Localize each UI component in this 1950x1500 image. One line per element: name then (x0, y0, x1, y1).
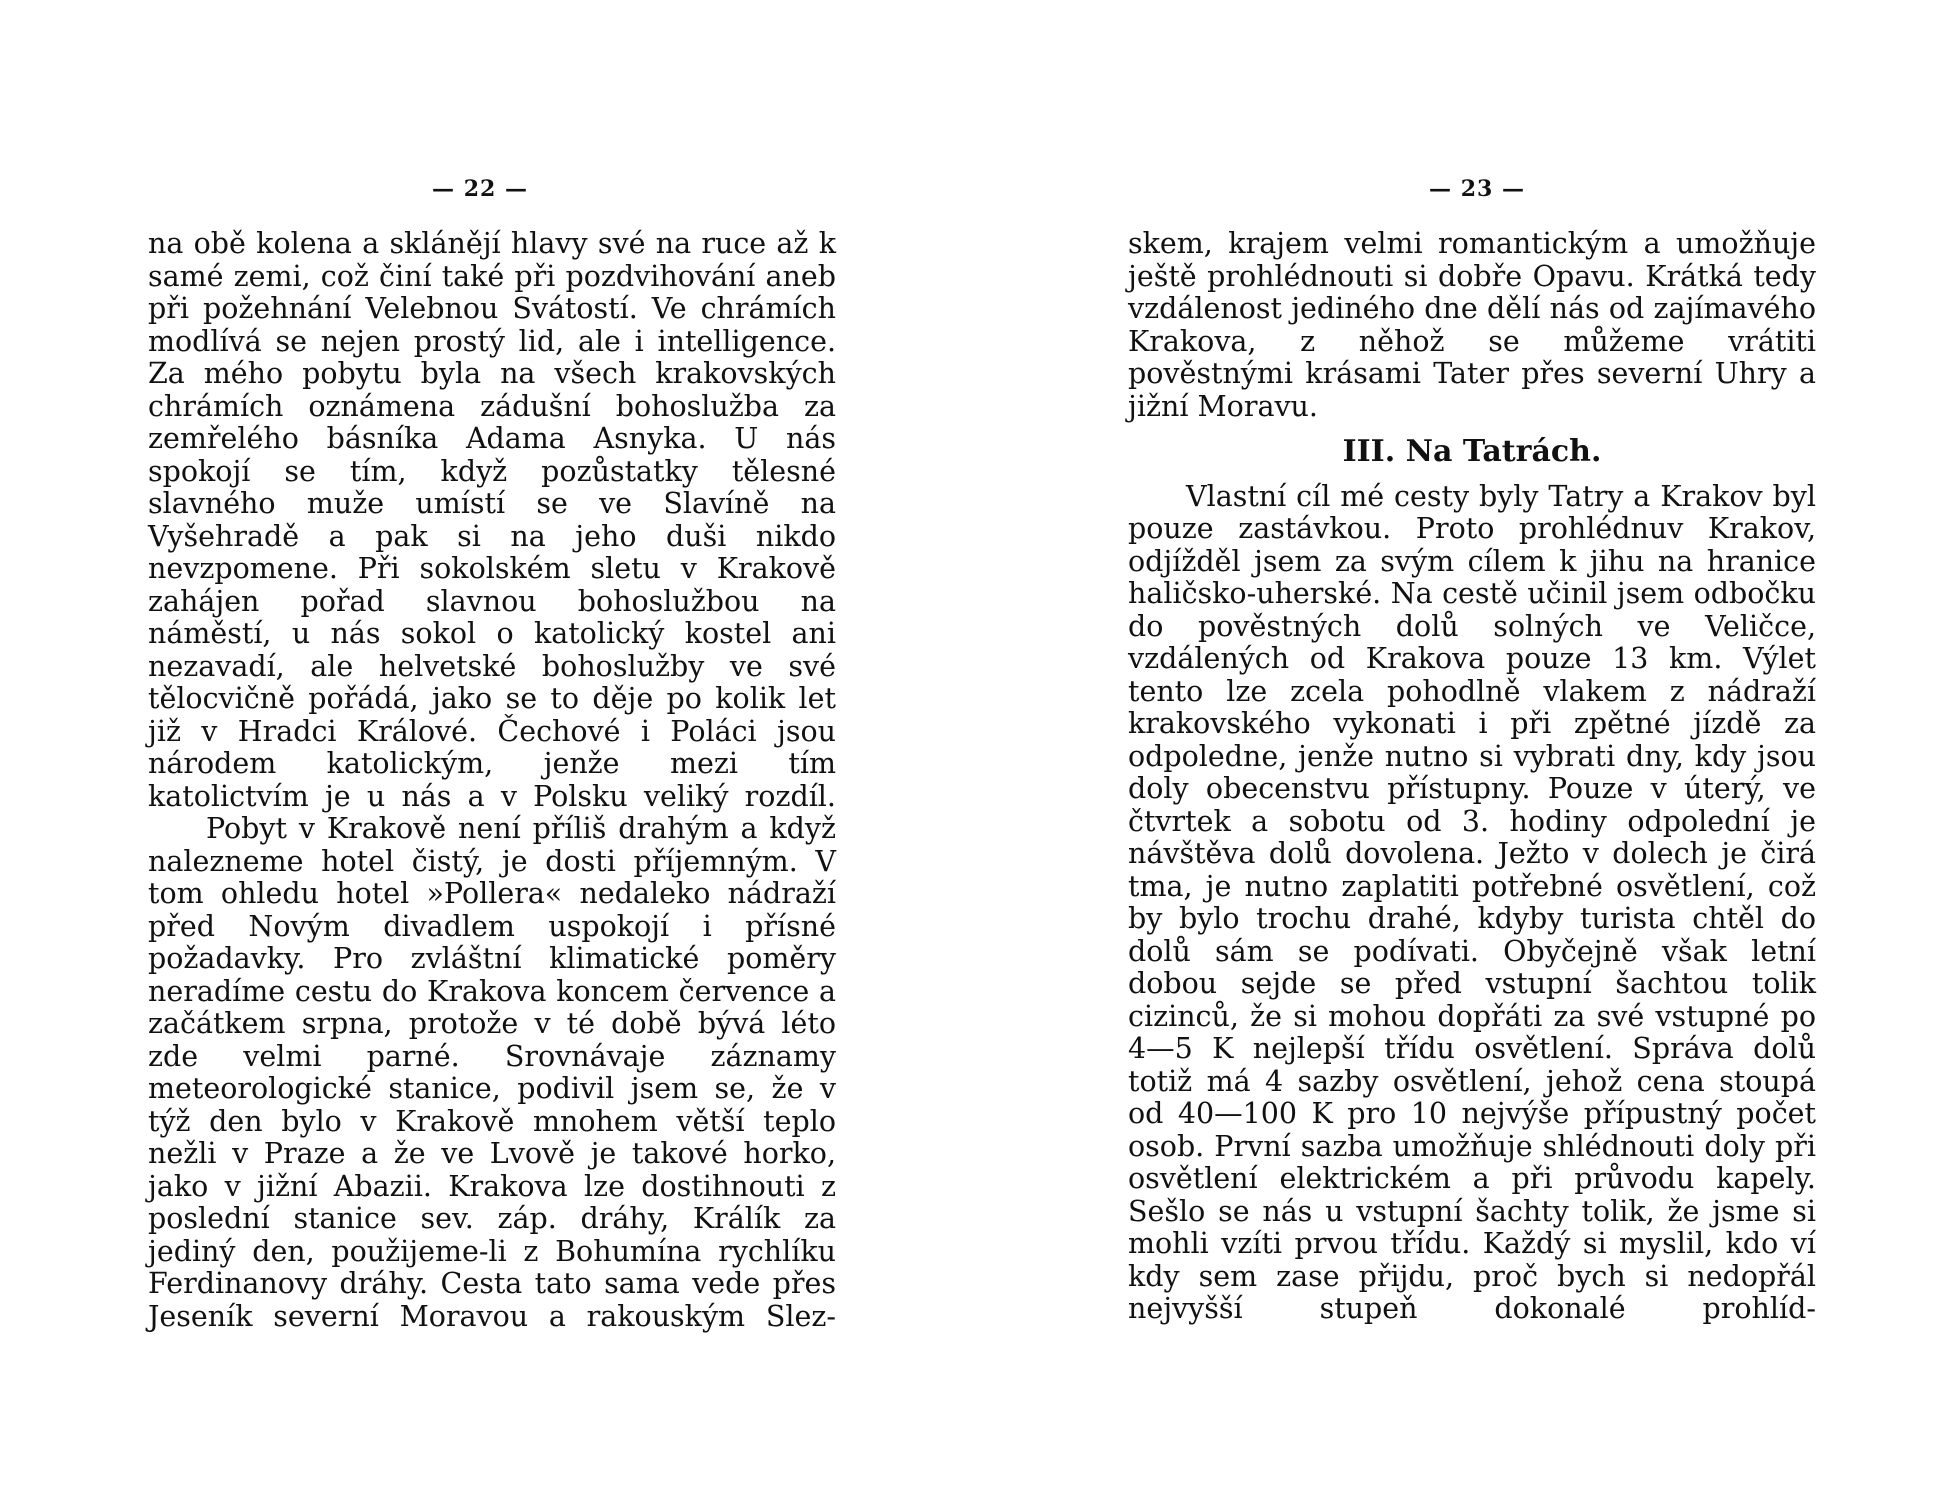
page-number-right: — 23 — (1429, 176, 1525, 202)
left-page-column (148, 228, 836, 1333)
right-page-column (1128, 228, 1816, 1326)
paragraph: skem, krajem velmi romantickým a umožňuje ještě prohlédnouti si dobře Opavu. Krátká tedy vzdálenost jediného dne dělí nás od zajímavého Krakova, z něhož se můžeme vrátiti pověstnými krásami Tater přes severní Uhry a jižní Moravu. (1128, 227, 1816, 423)
page-number-left: — 22 — (432, 176, 528, 202)
paragraph: Pobyt v Krakově není příliš drahým a když nalezneme hotel čistý, je dosti příjemným. V tom ohledu hotel »Pollera« nedaleko nádraží před Novým divadlem uspokojí i přísné požadavky. Pro zvláštní klimatické poměry neradíme cestu do Krakova koncem července a začátkem srpna, protože v té době bývá léto zde velmi parné. Srovnávaje záznamy meteorologické stanice, podivil jsem se, že v týž den bylo v Krakově mnohem větší teplo nežli v Praze a že ve Lvově je takové horko, jako v jižní Abazii. Krakova lze dostihnouti z poslední stanice sev. záp. dráhy, Králík za jediný den, použijeme-li z Bohumína rychlíku Ferdinanovy dráhy. Cesta tato sama vede přes Jeseník severní Moravou a rakouským Slez- (148, 812, 836, 1333)
paragraph: na obě kolena a sklánějí hlavy své na ruce až k samé zemi, což činí také při pozdvihování aneb při požehnání Velebnou Svátostí. Ve chrámích modlívá se nejen prostý lid, ale i intelligence. Za mého pobytu byla na všech krakovských chrámích oznámena zádušní bohoslužba za zemřelého básníka Adama Asnyka. U nás spokojí se tím, když pozůstatky tělesné slavného muže umístí se ve Slavíně na Vyšehradě a pak si na jeho duši nikdo nevzpomene. Při sokolském sletu v Krakově zahájen pořad slavnou bohoslužbou na náměstí, u nás sokol o katolický kostel ani nezavadí, ale helvetské bohoslužby ve své tělocvičně pořádá, jako se to děje po kolik let již v Hradci Králové. Čechové i Poláci jsou národem katolickým, jenže mezi tím katolictvím je u nás a v Polsku veliký rozdíl. (148, 227, 836, 813)
paragraph: Vlastní cíl mé cesty byly Tatry a Krakov byl pouze zastávkou. Proto prohlédnuv Krakov, odjížděl jsem za svým cílem k jihu na hranice haličsko-uherské. Na cestě učinil jsem odbočku do pověstných dolů solných ve Veličce, vzdálených od Krakova pouze 13 km. Výlet tento lze zcela pohodlně vlakem z nádraží krakovského vykonati i při zpětné jízdě za odpoledne, jenže nutno si vybrati dny, kdy jsou doly obecenstvu přístupny. Pouze v úterý, ve čtvrtek a sobotu od 3. hodiny odpolední je návštěva dolů dovolena. Ježto v dolech je čirá tma, je nutno zaplatiti potřebné osvětlení, což by bylo trochu drahé, kdyby turista chtěl do dolů sám se podívati. Obyčejně však letní dobou sejde se před vstupní šachtou tolik cizinců, že si mohou dopřáti za své vstupné po 4—5 K nejlepší třídu osvětlení. Správa dolů totiž má 4 sazby osvětlení, jehož cena stoupá od 40—100 K pro 10 nejvýše přípustný počet osob. První sazba umožňuje shlédnouti doly při osvětlení elektrickém a při průvodu kapely. Sešlo se nás u vstupní šachty tolik, že jsme si mohli vzíti prvou třídu. Každý si myslil, kdo ví kdy sem zase přijdu, proč bych si nedopřál nejvyšší stupeň dokonalé prohlíd- (1128, 479, 1816, 1325)
section-heading: III. Na Tatrách. (1342, 434, 1602, 469)
